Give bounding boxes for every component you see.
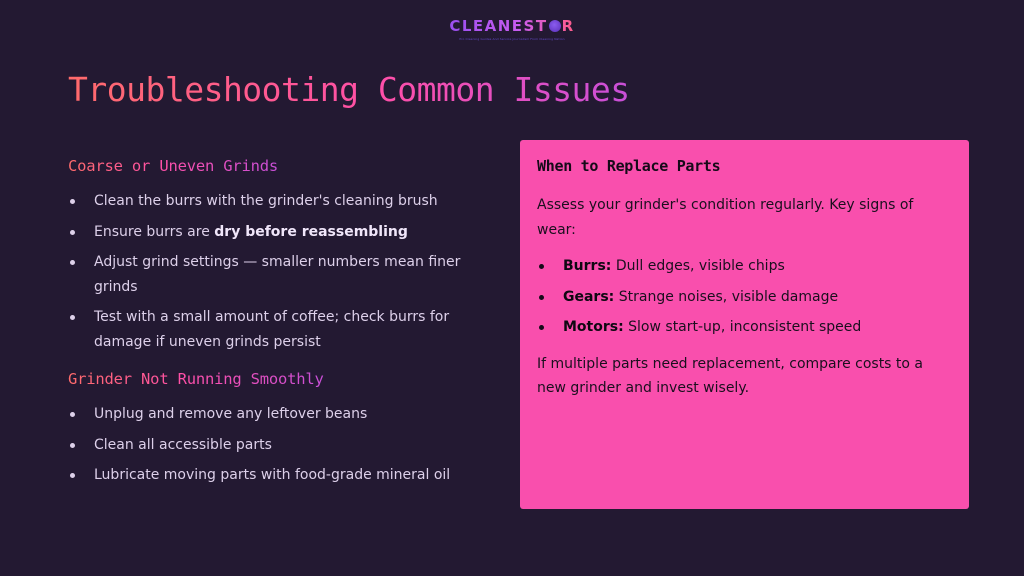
list-item-label: Burrs: <box>563 258 612 274</box>
list-item-text: Slow start-up, inconsistent speed <box>623 319 862 335</box>
list-item-text: Unplug and remove any leftover beans <box>94 406 368 422</box>
replace-parts-card <box>520 140 969 509</box>
list-item-emphasis: dry before reassembling <box>214 223 408 240</box>
page-title: Troubleshooting Common Issues <box>68 70 630 109</box>
card-outro: If multiple parts need replacement, compare costs to a new grinder and invest wisely. <box>537 355 924 396</box>
list-item <box>68 402 488 427</box>
troubleshooting-column <box>68 156 488 494</box>
logo-globe-icon <box>549 20 561 32</box>
logo-tagline: Pro Cleaning Guides And Service Journalism From Cleaning Nation <box>459 37 565 41</box>
list-item <box>68 305 488 354</box>
list-item <box>68 220 488 245</box>
list-item <box>68 463 488 488</box>
list-item <box>537 254 952 279</box>
section-heading-not-running: Grinder Not Running Smoothly <box>68 370 324 388</box>
list-item-text: Clean all accessible parts <box>94 436 272 453</box>
list-item <box>68 250 488 299</box>
logo-text-end: R <box>561 17 575 35</box>
section-heading-coarse-grinds: Coarse or Uneven Grinds <box>68 157 279 175</box>
coarse-grinds-list <box>68 189 488 354</box>
list-item-text: Dull edges, visible chips <box>611 258 785 274</box>
list-item-text: Adjust grind settings — smaller numbers mean finer grinds <box>94 254 461 295</box>
card-title: When to Replace Parts <box>537 157 721 175</box>
list-item-text: Clean the burrs with the grinder's cleaning brush <box>94 193 438 209</box>
list-item <box>68 189 488 214</box>
logo-text-start: CLEANEST <box>449 17 548 35</box>
logo-wordmark <box>449 17 574 35</box>
not-running-list <box>68 402 488 488</box>
wear-signs-list <box>537 254 952 340</box>
list-item-text: Test with a small amount of coffee; check burrs for damage if uneven grinds persist <box>94 309 450 350</box>
list-item <box>537 285 952 310</box>
card-intro: Assess your grinder's condition regularly. Key signs of wear: <box>537 197 914 238</box>
brand-logo <box>0 16 1024 41</box>
list-item-text: Ensure burrs are <box>94 223 215 240</box>
list-item-label: Gears: <box>563 288 615 305</box>
list-item <box>68 433 488 458</box>
list-item-text: Lubricate moving parts with food-grade mineral oil <box>94 467 451 483</box>
list-item-label: Motors: <box>563 319 624 335</box>
list-item <box>537 315 952 340</box>
list-item-text: Strange noises, visible damage <box>614 288 839 305</box>
